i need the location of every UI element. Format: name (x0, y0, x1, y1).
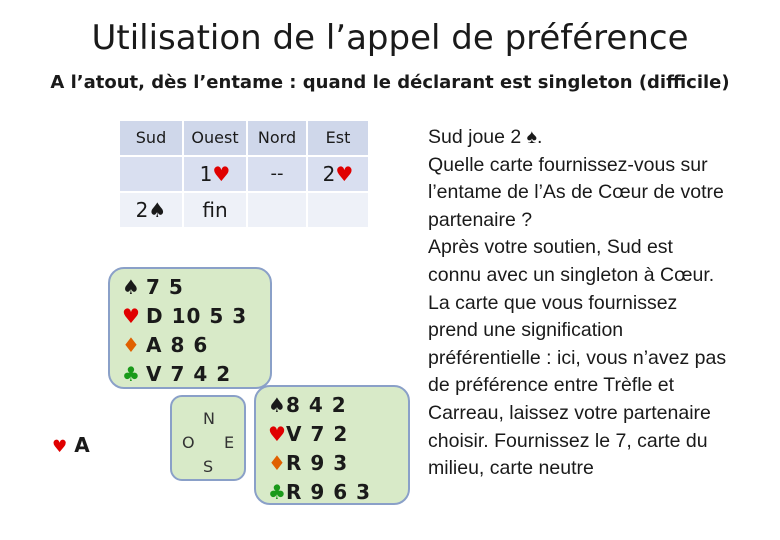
compass-west: O (182, 433, 195, 452)
east-spades-line (268, 391, 408, 420)
page-subtitle: A l’atout, dès l’entame : quand le déclarant est singleton (difficile) (50, 72, 730, 93)
explanation-line: l’entame de l’As de Cœur de votre (428, 181, 724, 204)
east-hearts-line (268, 420, 408, 449)
compass-south: S (203, 457, 214, 476)
bid-west-1 (184, 157, 246, 191)
west-hand (108, 267, 272, 389)
east-hearts: V 7 2 (286, 422, 349, 446)
club-icon: ♣ (268, 480, 287, 504)
explanation-line: Après votre soutien, Sud est (428, 236, 673, 259)
bid-east-1 (308, 157, 368, 191)
header-north: Nord (248, 121, 306, 155)
west-diamonds: A 8 6 (146, 333, 209, 357)
heart-icon: ♥ (122, 304, 141, 328)
explanation-line: Carreau, laissez votre partenaire (428, 401, 711, 424)
explanation-line: préférentielle : ici, vous n’avez pas (428, 346, 727, 369)
explanation-text (428, 124, 778, 483)
west-spades: 7 5 (146, 275, 184, 299)
header-south: Sud (120, 121, 182, 155)
header-east: Est (308, 121, 368, 155)
bid-east-2 (308, 193, 368, 227)
explanation-line: Quelle carte fournissez-vous sur (428, 153, 708, 176)
east-diamonds: R 9 3 (286, 451, 349, 475)
explanation-line: Sud joue 2 ♠. (428, 126, 543, 148)
explanation-line: prend une signification (428, 319, 624, 342)
east-clubs: R 9 6 3 (286, 480, 372, 504)
heart-icon: ♥ (335, 162, 354, 186)
heart-icon: ♥ (268, 422, 287, 446)
bid-east-1-text: 2♥ (322, 162, 354, 186)
compass (170, 395, 246, 481)
explanation-line: La carte que vous fournissez (428, 291, 678, 314)
west-spades-line (122, 273, 270, 302)
bid-north-2 (248, 193, 306, 227)
opening-lead (52, 433, 90, 457)
bid-south-2: 2♠ (120, 193, 182, 227)
west-hearts-line (122, 302, 270, 331)
explanation-line: de préférence entre Trèfle et (428, 374, 675, 397)
header-west: Ouest (184, 121, 246, 155)
explanation-line: partenaire ? (428, 208, 533, 231)
opening-lead-card: A (74, 433, 90, 457)
heart-icon: ♥ (212, 162, 231, 186)
club-icon: ♣ (122, 362, 141, 386)
heart-icon: ♥ (52, 437, 68, 457)
bid-south-1 (120, 157, 182, 191)
spade-icon: ♠ (268, 393, 287, 417)
bid-north-1: -- (248, 157, 306, 191)
east-clubs-line (268, 478, 408, 507)
explanation-line: milieu, carte neutre (428, 457, 594, 480)
page-title: Utilisation de l’appel de préférence (91, 18, 689, 58)
explanation-line: connu avec un singleton à Cœur. (428, 263, 715, 286)
diamond-icon: ♦ (122, 333, 141, 357)
compass-north: N (203, 409, 215, 428)
east-hand (254, 385, 410, 505)
diamond-icon: ♦ (268, 451, 287, 475)
bid-west-1-text: 1♥ (199, 162, 231, 186)
west-diamonds-line (122, 331, 270, 360)
explanation-line: choisir. Fournissez le 7, carte du (428, 429, 708, 452)
spade-icon: ♠ (122, 275, 141, 299)
west-clubs-line (122, 360, 270, 389)
west-clubs: V 7 4 2 (146, 362, 232, 386)
bid-west-2: fin (184, 193, 246, 227)
west-hearts: D 10 5 3 (146, 304, 248, 328)
east-spades: 8 4 2 (286, 393, 347, 417)
compass-east: E (224, 433, 235, 452)
east-diamonds-line (268, 449, 408, 478)
